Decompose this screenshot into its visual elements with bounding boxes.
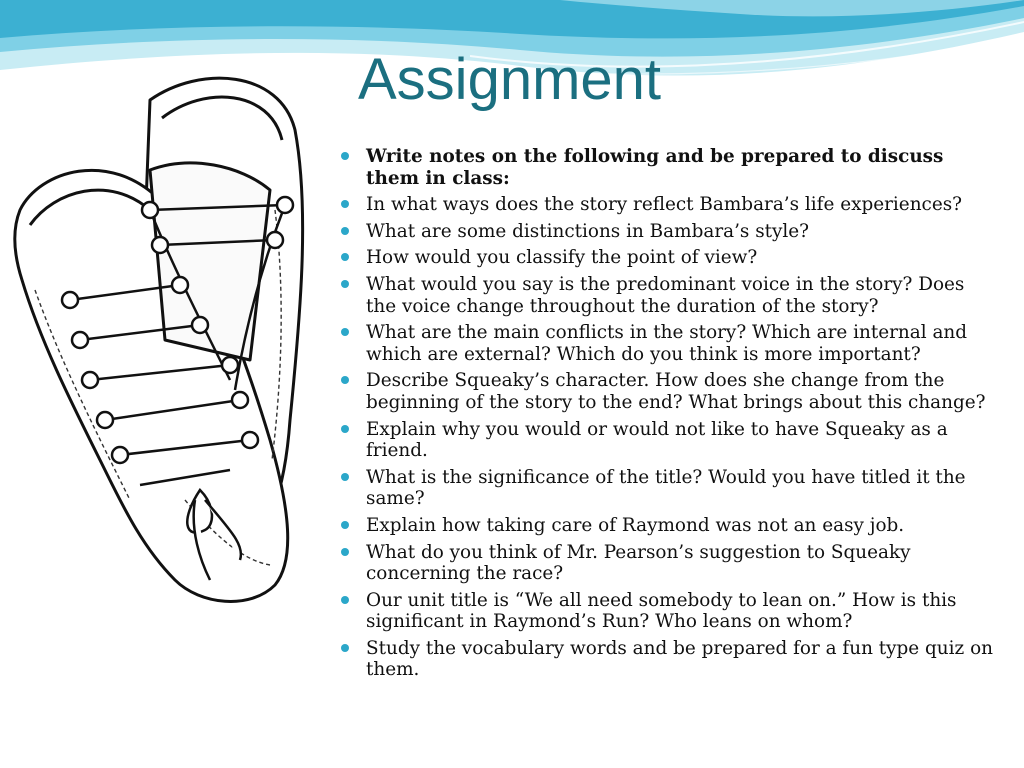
bullet-text: What are some distinctions in Bambara’s style?: [366, 220, 810, 242]
bullet-text: Describe Squeaky’s character. How does she change from the beginning of the story to the end? What brings about this change?: [366, 370, 986, 413]
bullet-item: [338, 370, 998, 413]
bullet-dot-icon: [341, 200, 349, 208]
bullet-text: What is the significance of the title? Would you have titled it the same?: [366, 466, 966, 510]
bullet-item: [338, 419, 998, 462]
bullet-text: What are the main conflicts in the story? Which are internal and which are external? Which do you think is more important?: [366, 322, 968, 365]
slide-title: Assignment: [358, 47, 662, 112]
bullet-dot-icon: [341, 227, 349, 235]
bullet-item: [338, 247, 998, 269]
bullet-item: [338, 467, 998, 510]
bullet-dot-icon: [341, 521, 349, 529]
bullet-item: [338, 146, 998, 189]
bullet-text: Our unit title is “We all need somebody to lean on.” How is this significant in Raymond’s Run? Who leans on whom?: [366, 589, 957, 633]
bullet-item: [338, 590, 998, 633]
bullet-item: [338, 221, 998, 243]
bullet-dot-icon: [341, 644, 349, 652]
bullet-text: In what ways does the story reflect Bambara’s life experiences?: [366, 194, 963, 216]
bullet-item: [338, 542, 998, 585]
bullet-text: Write notes on the following and be prepared to discuss them in class:: [366, 146, 944, 189]
bullet-text: How would you classify the point of view?: [366, 247, 758, 269]
bullet-dot-icon: [341, 328, 349, 336]
bullet-item: [338, 322, 998, 365]
bullet-dot-icon: [341, 152, 349, 160]
bullet-item: [338, 194, 998, 216]
bullet-dot-icon: [341, 425, 349, 433]
bullet-item: [338, 638, 998, 681]
bullet-dot-icon: [341, 473, 349, 481]
bullet-text: Study the vocabulary words and be prepared for a fun type quiz on them.: [366, 637, 993, 681]
bullet-item: [338, 274, 998, 317]
bullet-dot-icon: [341, 548, 349, 556]
bullet-dot-icon: [341, 376, 349, 384]
assignment-bullet-list: [338, 146, 998, 686]
bullet-item: [338, 515, 998, 537]
bullet-dot-icon: [341, 596, 349, 604]
bullet-text: Explain why you would or would not like to have Squeaky as a friend.: [366, 418, 948, 462]
sneakers-illustration: [0, 60, 330, 610]
bullet-text: Explain how taking care of Raymond was not an easy job.: [366, 514, 905, 536]
bullet-text: What do you think of Mr. Pearson’s suggestion to Squeaky concerning the race?: [366, 541, 911, 585]
bullet-dot-icon: [341, 280, 349, 288]
bullet-dot-icon: [341, 253, 349, 261]
bullet-text: What would you say is the predominant voice in the story? Does the voice change throughout the duration of the story?: [366, 273, 965, 317]
